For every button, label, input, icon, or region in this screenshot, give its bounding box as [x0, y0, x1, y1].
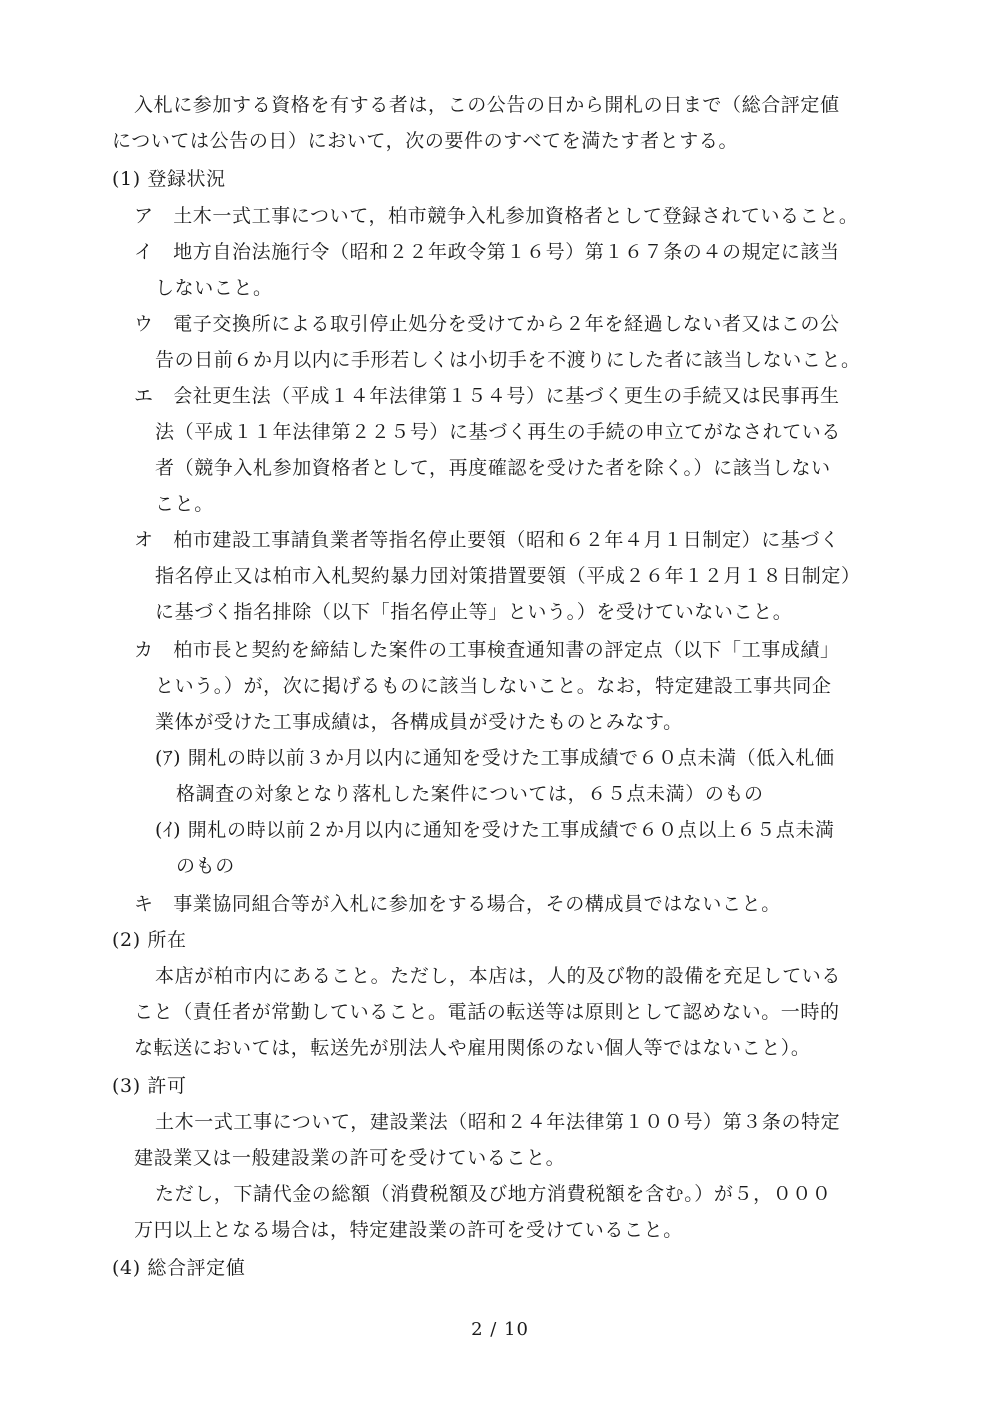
list-item-continuation: 指名停止又は柏市入札契約暴力団対策措置要領（平成２６年１２月１８日制定） [155, 565, 861, 587]
paragraph-line: 入札に参加する資格を有する者は，この公告の日から開札の日まで（総合評定値 [134, 94, 840, 116]
list-item: カ 柏市長と契約を締結した案件の工事検査通知書の評定点（以下「工事成績」 [134, 639, 840, 661]
sub-list-item-continuation: 格調査の対象となり落札した案件については，６５点未満）のもの [176, 783, 764, 805]
paragraph-line: 土木一式工事について，建設業法（昭和２４年法律第１００号）第３条の特定 [155, 1111, 841, 1133]
paragraph-line: 万円以上となる場合は，特定建設業の許可を受けていること。 [134, 1219, 683, 1241]
list-item-continuation: という。）が，次に掲げるものに該当しないこと。なお，特定建設工事共同企 [155, 675, 832, 697]
list-item: イ 地方自治法施行令（昭和２２年政令第１６号）第１６７条の４の規定に該当 [134, 241, 840, 263]
list-item-continuation: 業体が受けた工事成績は，各構成員が受けたものとみなす。 [155, 711, 683, 733]
paragraph-line: 本店が柏市内にあること。ただし，本店は，人的及び物的設備を充足している [155, 965, 842, 987]
list-item-continuation: こと。 [155, 493, 214, 515]
list-item: ウ 電子交換所による取引停止処分を受けてから２年を経過しない者又はこの公 [134, 313, 840, 335]
section-heading: (2) 所在 [112, 929, 187, 951]
paragraph-line: な転送においては，転送先が別法人や雇用関係のない個人等ではないこと）。 [134, 1037, 811, 1059]
list-item: エ 会社更生法（平成１４年法律第１５４号）に基づく更生の手続又は民事再生 [134, 385, 840, 407]
paragraph-line: こと（責任者が常勤していること。電話の転送等は原則として認めない。一時的 [134, 1001, 840, 1023]
list-item-continuation: しないこと。 [155, 277, 273, 299]
section-heading: (1) 登録状況 [112, 168, 226, 190]
page-number: 2 / 10 [471, 1319, 529, 1340]
paragraph-line: については公告の日）において，次の要件のすべてを満たす者とする。 [112, 130, 739, 152]
list-item-continuation: に基づく指名排除（以下「指名停止等」という。）を受けていないこと。 [155, 601, 793, 623]
sub-list-item-continuation: のもの [176, 855, 235, 877]
section-heading: (3) 許可 [112, 1075, 187, 1097]
list-item-continuation: 法（平成１１年法律第２２５号）に基づく再生の手続の申立てがなされている [155, 421, 842, 443]
list-item: キ 事業協同組合等が入札に参加をする場合，その構成員ではないこと。 [134, 893, 781, 915]
list-item: ア 土木一式工事について，柏市競争入札参加資格者として登録されていること。 [134, 205, 859, 227]
sub-list-item: (ｲ) 開札の時以前２か月以内に通知を受けた工事成績で６０点以上６５点未満 [155, 819, 835, 841]
list-item-continuation: 告の日前６か月以内に手形若しくは小切手を不渡りにした者に該当しないこと。 [155, 349, 861, 371]
list-item-continuation: 者（競争入札参加資格者として，再度確認を受けた者を除く。）に該当しない [155, 457, 831, 479]
sub-list-item: (ｱ) 開札の時以前３か月以内に通知を受けた工事成績で６０点未満（低入札価 [155, 747, 835, 769]
paragraph-line: ただし，下請代金の総額（消費税額及び地方消費税額を含む。）が５，０００ [155, 1183, 832, 1205]
paragraph-line: 建設業又は一般建設業の許可を受けていること。 [134, 1147, 566, 1169]
list-item: オ 柏市建設工事請負業者等指名停止要領（昭和６２年４月１日制定）に基づく [134, 529, 840, 551]
section-heading: (4) 総合評定値 [112, 1257, 246, 1279]
